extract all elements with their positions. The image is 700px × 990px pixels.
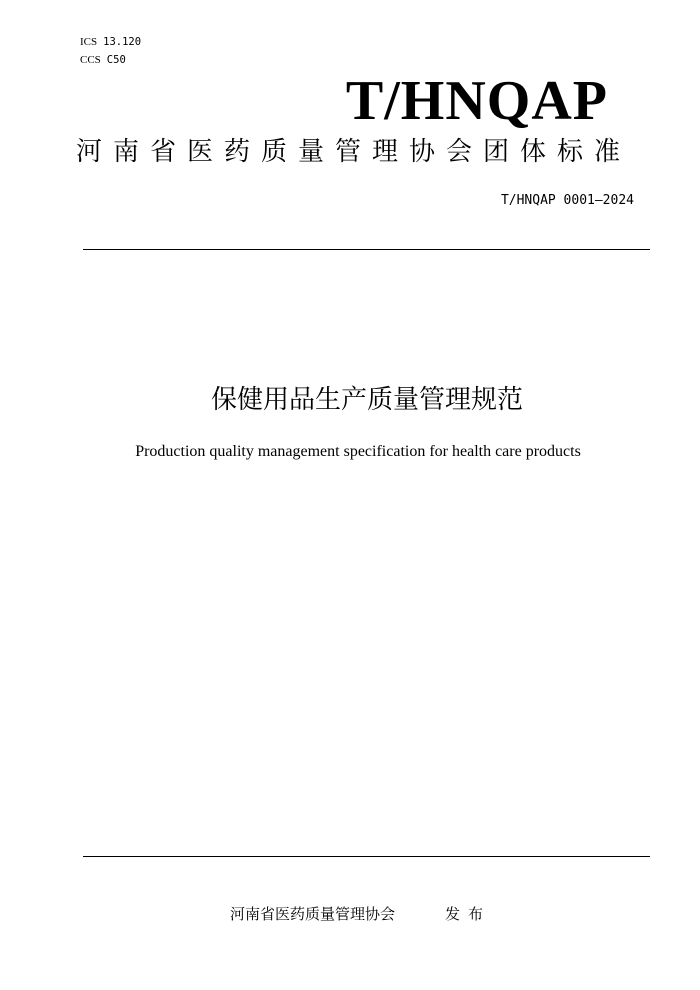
ics-code: 13.120	[103, 36, 142, 48]
ics-classification	[80, 35, 141, 49]
organization-standard-title: 河南省医药质量管理协会团体标准	[76, 137, 632, 167]
publish-label: 发布	[445, 905, 492, 923]
bottom-divider	[83, 856, 650, 857]
standard-logo: T/HNQAP	[345, 70, 608, 132]
document-title-english: Production quality management specification for health care products	[135, 443, 581, 460]
ccs-classification	[80, 53, 126, 67]
ccs-code: C50	[106, 54, 126, 66]
standard-number: T/HNQAP 0001—2024	[500, 193, 634, 208]
document-title-chinese: 保健用品生产质量管理规范	[210, 385, 523, 415]
ccs-label: CCS	[80, 54, 101, 66]
publisher-name: 河南省医药质量管理协会	[230, 905, 396, 923]
ics-label: ICS	[80, 36, 98, 48]
top-divider	[83, 249, 650, 250]
